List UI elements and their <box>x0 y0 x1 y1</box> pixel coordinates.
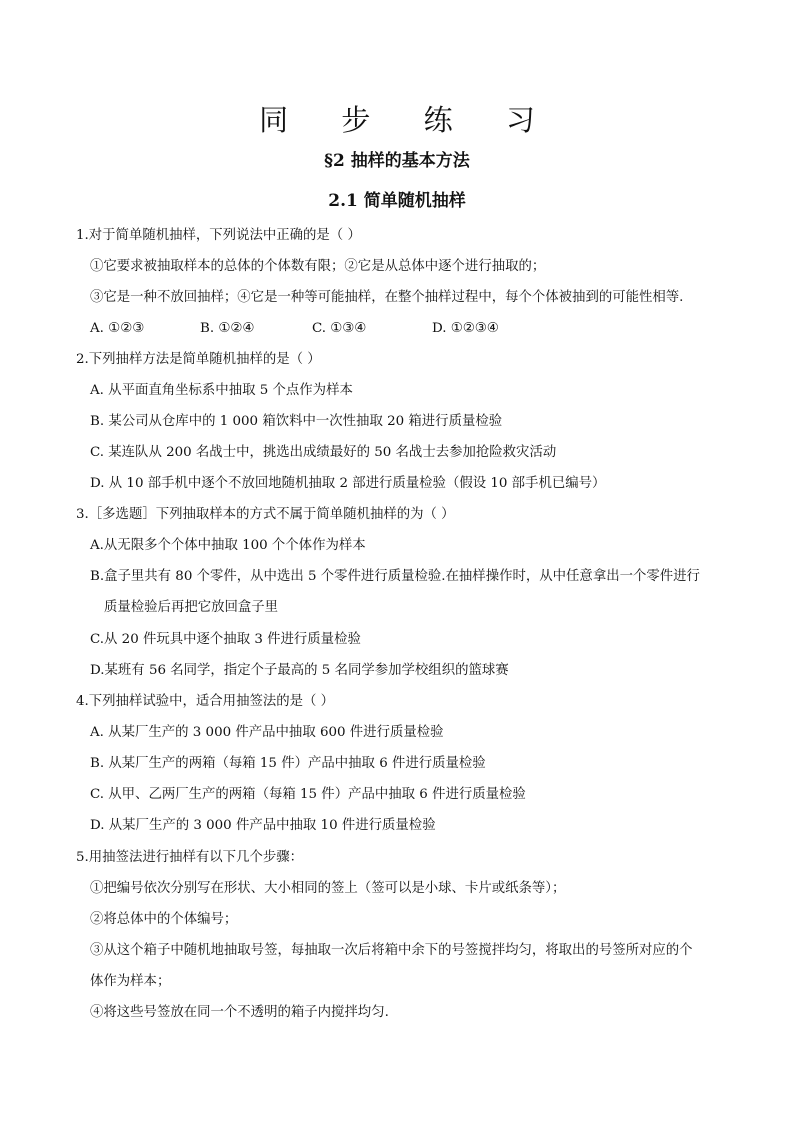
question-5-step-2: ②将总体中的个体编号； <box>90 912 238 927</box>
question-4-option-a: A. 从某厂生产的 3 000 件产品中抽取 600 件进行质量检验 <box>90 725 444 740</box>
question-1-option-b: B. ①②④ <box>200 321 255 336</box>
question-1-statement-1: ①它要求被抽取样本的总体的个体数有限；②它是从总体中逐个进行抽取的； <box>90 259 546 274</box>
question-3-stem: 3.［多选题］下列抽取样本的方式不属于简单随机抽样的为（ ） <box>76 507 455 522</box>
question-3-option-a: A.从无限多个个体中抽取 100 个个体作为样本 <box>90 538 366 553</box>
question-5-step-4: ④将这些号签放在同一个不透明的箱子内搅拌均匀. <box>90 1005 389 1020</box>
question-1-stem: 1.对于简单随机抽样，下列说法中正确的是（ ） <box>76 228 361 243</box>
question-4-stem: 4.下列抽样试验中，适合用抽签法的是（ ） <box>76 694 335 709</box>
question-3-option-b: B.盒子里共有 80 个零件，从中选出 5 个零件进行质量检验.在抽样操作时，从中任意拿出一个零件进行 <box>90 569 700 584</box>
question-4-option-d: D. 从某厂生产的 3 000 件产品中抽取 10 件进行质量检验 <box>90 818 436 833</box>
question-3-option-d: D.某班有 56 名同学，指定个子最高的 5 名同学参加学校组织的篮球赛 <box>90 663 509 678</box>
question-2-option-c: C. 某连队从 200 名战士中，挑选出成绩最好的 50 名战士去参加抢险救灾活动 <box>90 445 557 460</box>
question-1-option-c: C. ①③④ <box>312 321 367 336</box>
question-2-option-b: B. 某公司从仓库中的 1 000 箱饮料中一次性抽取 20 箱进行质量检验 <box>90 414 503 429</box>
page-title: 同 步 练 习 <box>259 103 557 137</box>
question-4-option-b: B. 从某厂生产的两箱（每箱 15 件）产品中抽取 6 件进行质量检验 <box>90 756 486 771</box>
question-2-option-d: D. 从 10 部手机中逐个不放回地随机抽取 2 部进行质量检验（假设 10 部手机已编号） <box>90 476 606 491</box>
question-3-option-c: C.从 20 件玩具中逐个抽取 3 件进行质量检验 <box>90 632 361 647</box>
question-5-stem: 5.用抽签法进行抽样有以下几个步骤： <box>76 850 304 865</box>
question-1-option-d: D. ①②③④ <box>432 321 499 336</box>
question-2-stem: 2.下列抽样方法是简单随机抽样的是（ ） <box>76 352 321 367</box>
question-5-step-3: ③从这个箱子中随机地抽取号签，每抽取一次后将箱中余下的号签搅拌均匀，将取出的号签所对应的个 <box>90 943 693 958</box>
question-4-option-c: C. 从甲、乙两厂生产的两箱（每箱 15 件）产品中抽取 6 件进行质量检验 <box>90 787 526 802</box>
question-5-step-3-continued: 体作为样本； <box>90 974 171 989</box>
section-heading: §2 抽样的基本方法 <box>324 151 470 171</box>
question-3-option-b-continued: 质量检验后再把它放回盒子里 <box>104 600 279 615</box>
question-2-option-a: A. 从平面直角坐标系中抽取 5 个点作为样本 <box>90 383 353 398</box>
question-1-statement-2: ③它是一种不放回抽样；④它是一种等可能抽样，在整个抽样过程中，每个个体被抽到的可能性相等. <box>90 290 684 305</box>
question-1-option-a: A. ①②③ <box>90 321 145 336</box>
subsection-heading: 2.1 简单随机抽样 <box>328 191 466 211</box>
question-5-step-1: ①把编号依次分别写在形状、大小相同的签上（签可以是小球、卡片或纸条等）； <box>90 881 566 896</box>
